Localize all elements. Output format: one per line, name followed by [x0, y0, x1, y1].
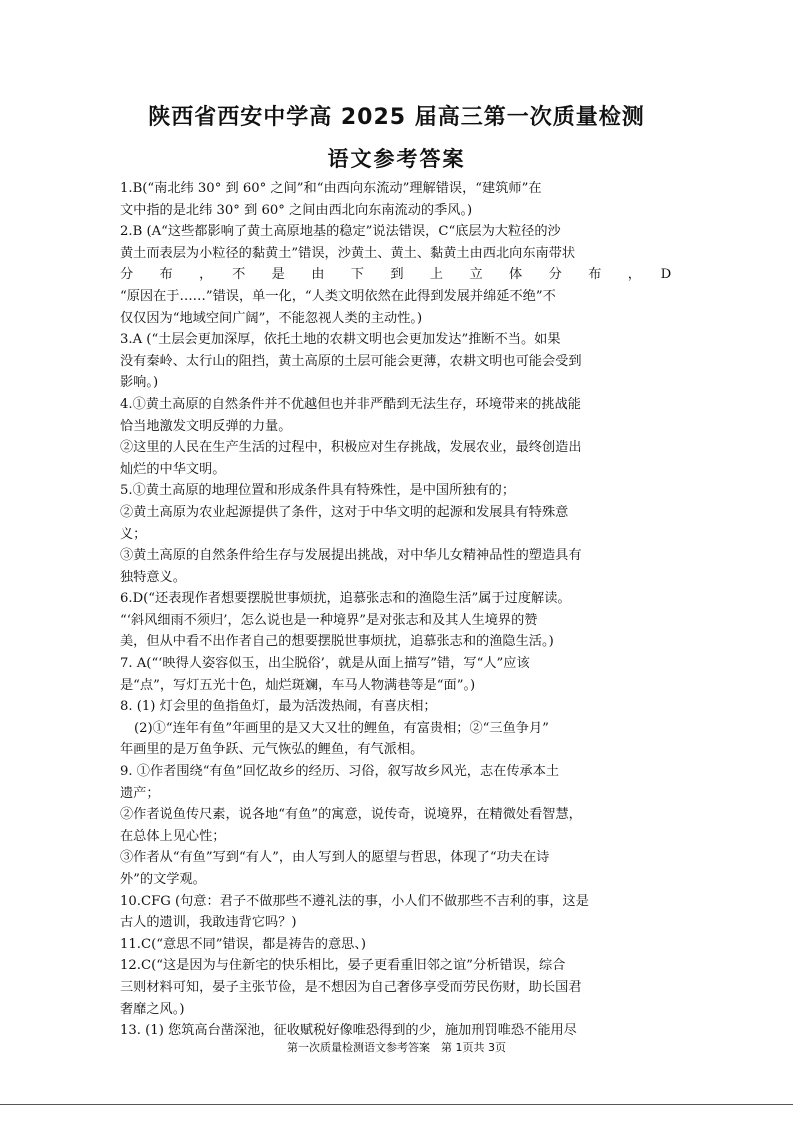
text-line: (2)①“连年有鱼”年画里的是又大又壮的鲤鱼，有富贵相；②“三鱼争月”	[134, 720, 549, 736]
text-line: “原因在于……”错误，单一化，“人类文明依然在此得到发展并绵延不绝”不	[120, 288, 556, 304]
text-line: ②黄土高原为农业起源提供了条件，这对于中华文明的起源和发展具有特殊意	[120, 504, 569, 520]
text-line: 义；	[120, 526, 147, 542]
text-line: 独特意义。	[120, 569, 186, 585]
text-line: ③作者从“有鱼”写到“有人”，由人写到人的愿望与哲思，体现了“功夫在诗	[120, 850, 550, 866]
text-line: 9. ①作者围绕“有鱼”回忆故乡的经历、习俗，叙写故乡风光，志在传承本土	[120, 764, 560, 780]
text-line: 恰当地激发文明反弹的力量。	[120, 418, 292, 434]
answer-body	[120, 178, 680, 1042]
text-line: 文中指的是北纬 30° 到 60° 之间由西北向东南流动的季风。)	[120, 202, 473, 218]
text-line: 3.A (“土层会更加深厚，依托土地的农耕文明也会更加发达”推断不当。如果	[120, 332, 561, 348]
text-line: ②这里的人民在生产生活的过程中，积极应对生存挑战，发展农业，最终创造出	[120, 440, 582, 456]
text-line: 没有秦岭、太行山的阻挡，黄土高原的土层可能会更薄，农耕文明也可能会受到	[120, 353, 582, 369]
document-title: 陕西省西安中学高 2025 届高三第一次质量检测	[148, 105, 645, 130]
text-line: 灿烂的中华文明。	[120, 461, 226, 477]
text-line: 5.①黄土高原的地理位置和形成条件具有特殊性，是中国所独有的；	[120, 483, 516, 499]
text-line: 1.B(“南北纬 30° 到 60° 之间”和“由西向东流动”理解错误，“建筑师”在	[120, 181, 542, 196]
text-line: 8. (1) 灯会里的鱼指鱼灯，最为活泼热闹，有喜庆相；	[120, 699, 437, 715]
text-line: 10.CFG (句意：君子不做那些不遵礼法的事，小人们不做那些不吉利的事，这是	[120, 893, 589, 909]
text-line: 美，但从中看不出作者自己的想要摆脱世事烦扰，追慕张志和的渔隐生活。)	[120, 634, 554, 650]
text-line: 仅仅因为“地域空间广阔”，不能忽视人类的主动性。)	[120, 310, 423, 326]
text-line: 6.D(“还表现作者想要摆脱世事烦扰，追慕张志和的渔隐生活”属于过度解读。	[120, 591, 571, 607]
text-line: 11.C(“意思不同”错误，都是祷告的意思、)	[120, 936, 367, 952]
document-subtitle: 语文参考答案	[327, 147, 466, 171]
text-line: 是“点”，写灯五光十色，灿烂斑斓，车马人物满巷等是“面”。)	[120, 677, 476, 693]
text-line: 2.B (A“这些都影响了黄土高原地基的稳定”说法错误，C“底层为大粒径的沙	[120, 224, 561, 240]
text-line: 遗产；	[120, 785, 160, 801]
text-line: 13. (1) 您筑高台凿深池，征收赋税好像唯恐得到的少，施加刑罚唯恐不能用尽	[120, 1023, 577, 1039]
text-line: 奢靡之风。)	[120, 1001, 185, 1017]
text-line: 在总体上见心性；	[120, 828, 226, 844]
text-line: 年画里的是万鱼争跃、元气恢弘的鲤鱼，有气派相。	[120, 742, 424, 758]
text-line: 古人的遗训，我敢违背它吗？)	[120, 915, 297, 931]
text-line: 三则材料可知，晏子主张节俭，是不想因为自己奢侈享受而劳民伤财，助长国君	[120, 979, 582, 995]
text-line: 影响。)	[120, 375, 159, 391]
text-line: 4.①黄土高原的自然条件并不优越但也并非严酷到无法生存，环境带来的挑战能	[120, 396, 581, 412]
text-line: ③黄土高原的自然条件给生存与发展提出挑战，对中华儿女精神品性的塑造具有	[120, 548, 582, 564]
text-line: ②作者说鱼传尺素，说各地“有鱼”的寓意，说传奇，说境界，在精微处看智慧，	[120, 807, 582, 823]
text-line: 12.C(“这是因为与住新宅的快乐相比，晏子更看重旧邻之谊”分析错误，综合	[120, 958, 566, 974]
bottom-divider	[0, 1104, 793, 1105]
text-line: 外”的文学观。	[120, 872, 206, 887]
text-line: 7. A(“‘映得人姿容似玉，出尘脱俗’，就是从面上描写”错，写“人”应该	[120, 656, 530, 672]
page-footer: 第一次质量检测语文参考答案 第 1页共 3页	[287, 1041, 506, 1054]
text-line: 黄土而表层为小粒径的黏黄土”错误，沙黄土、黄土、黏黄土由西北向东南带状	[120, 245, 576, 261]
text-line: “‘斜风细雨不须归’，怎么说也是一种境界”是对张志和及其人生境界的赞	[120, 612, 538, 628]
text-line: 分 布 ， 不 是 由 下 到 上 立 体 分 布 ， D	[120, 267, 672, 283]
